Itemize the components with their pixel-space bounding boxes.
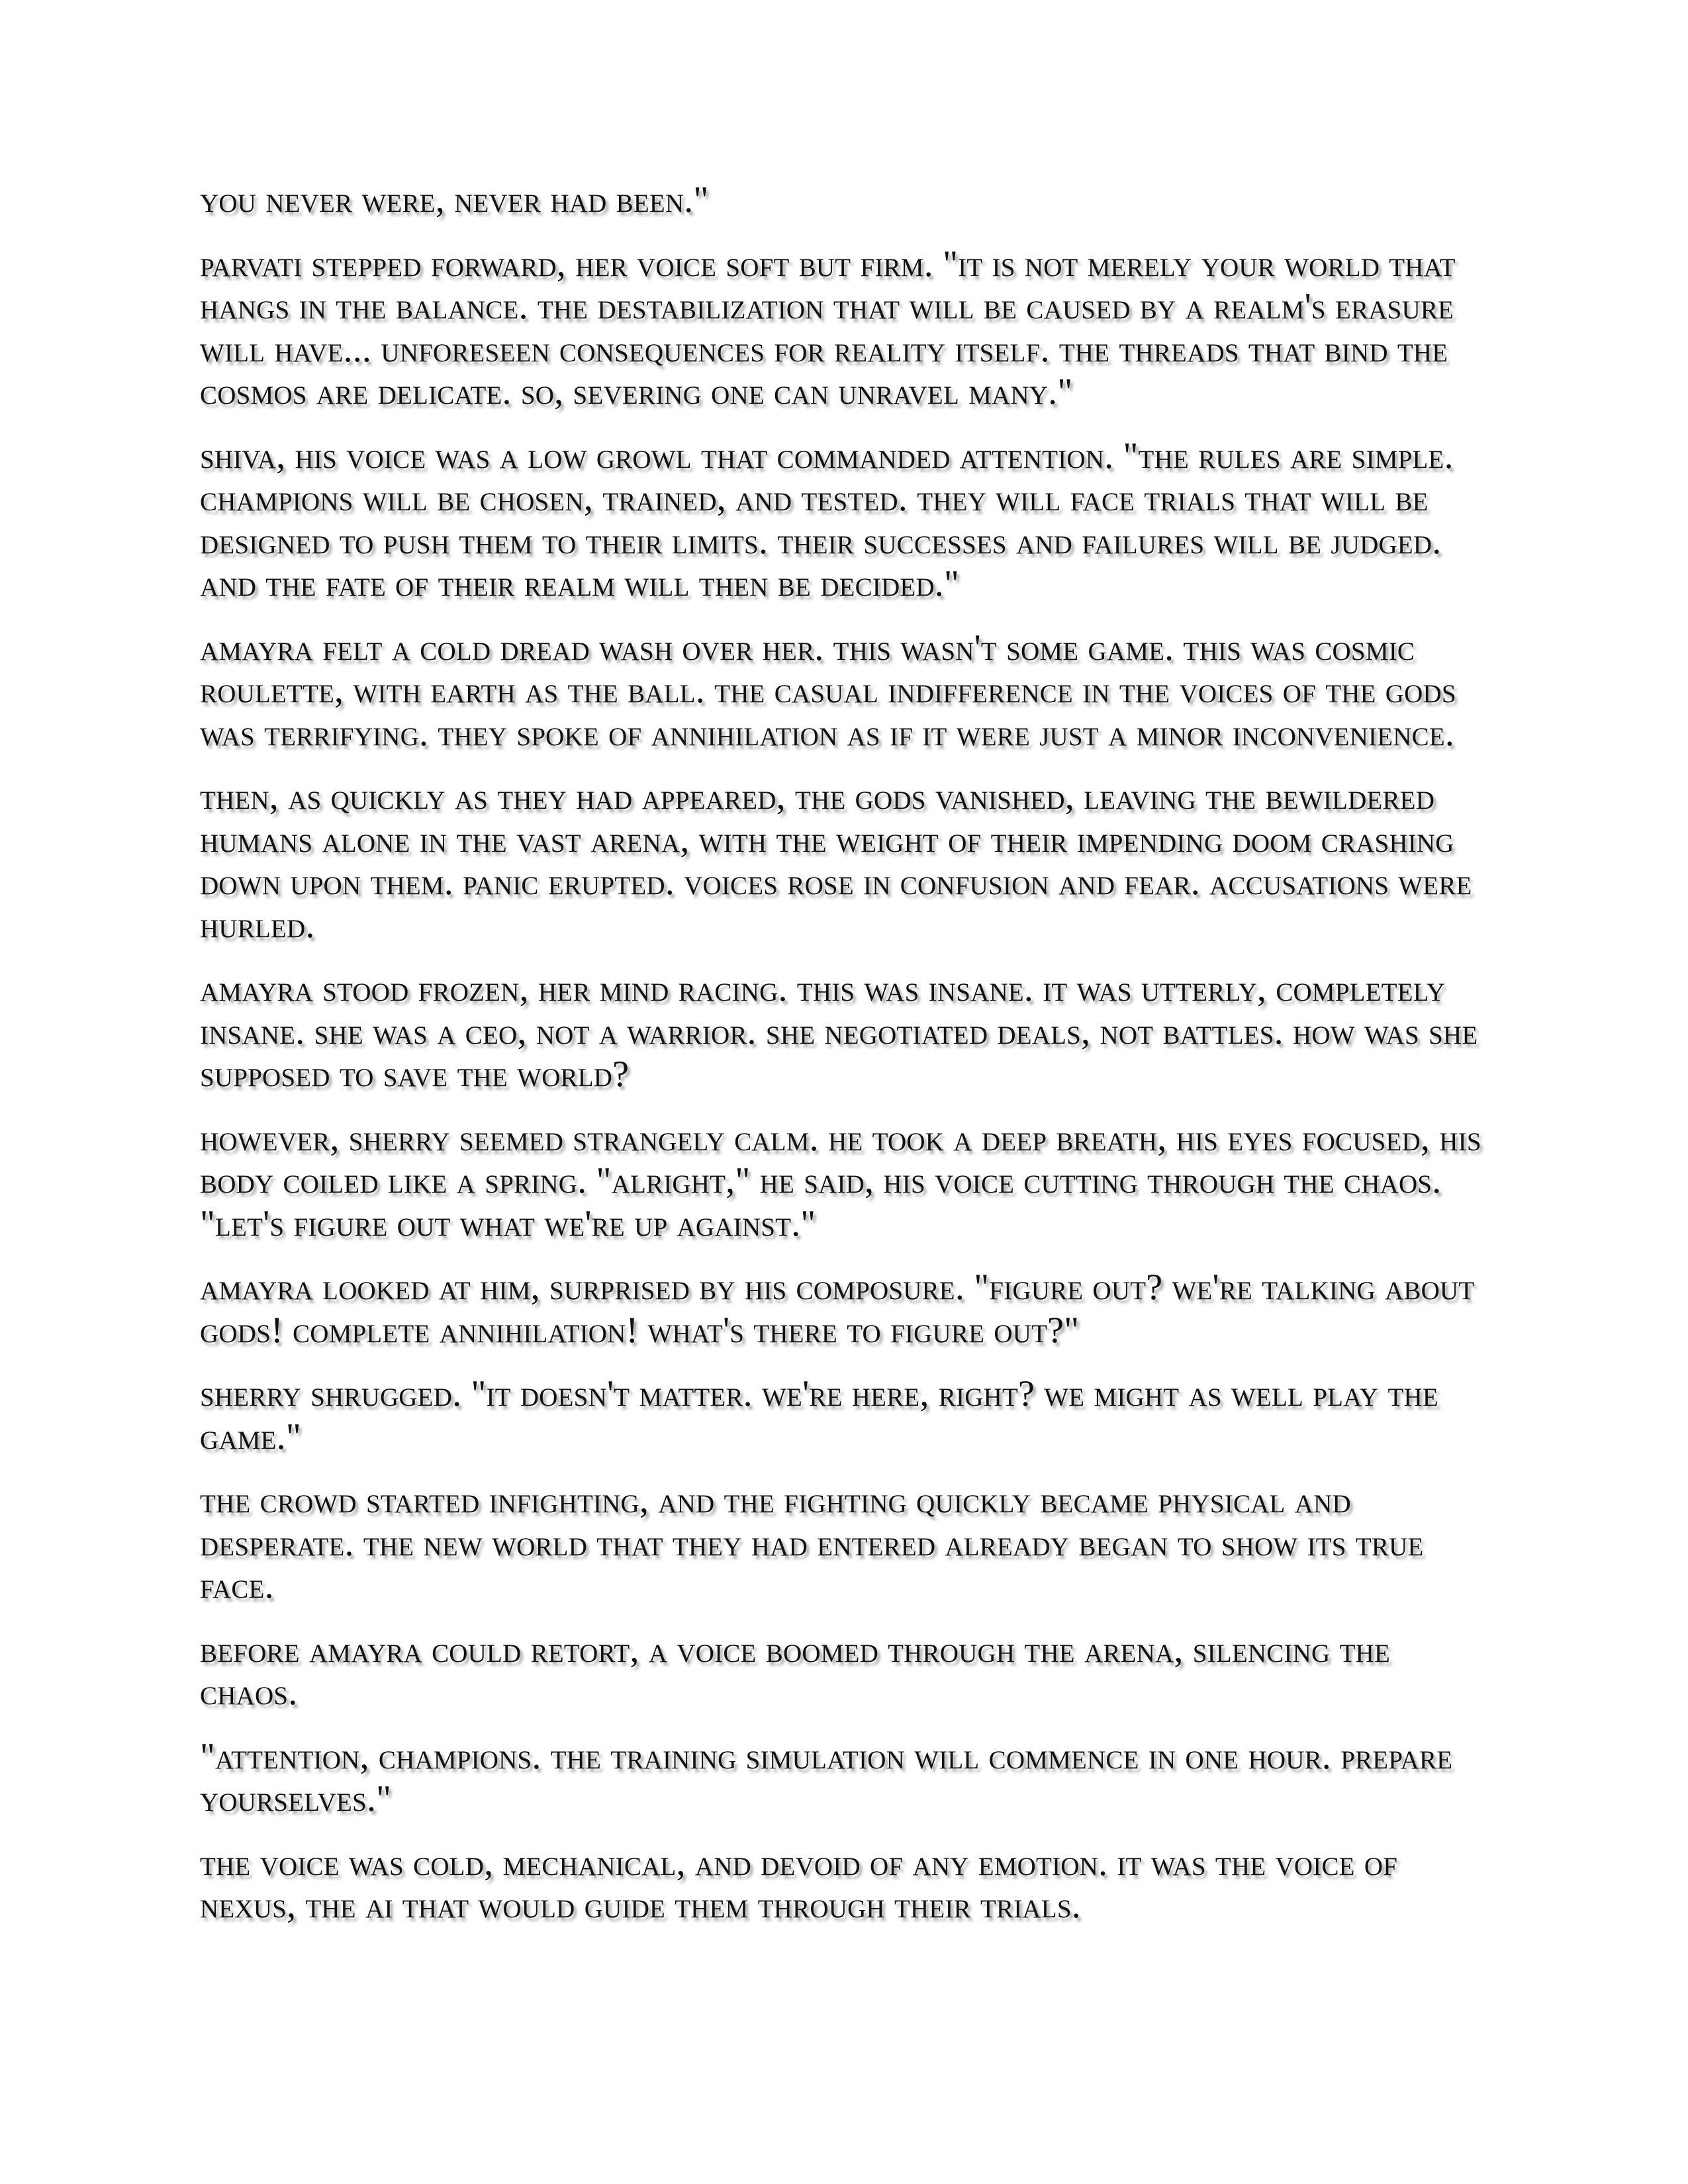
paragraph: amayra looked at him, surprised by his composure. "figure out? we're talking about gods! complete annihilation! what's there to figure out?" xyxy=(200,1267,1475,1351)
paragraph: then, as quickly as they had appeared, the gods vanished, leaving the bewildered humans alone in the vast arena, with the weight of their impending doom crashing down upon them. panic erupted. voices rose in confusion and fear. accusations were hurled. xyxy=(200,776,1472,946)
paragraph: parvati stepped forward, her voice soft but firm. "it is not merely your world that hangs in the balance. the destabilization that will be caused by a realm's erasure will have... unforeseen consequences for reality itself. the threads that bind the cosmos are delicate. so, severing one can unravel many." xyxy=(200,243,1456,412)
paragraph: amayra stood frozen, her mind racing. this was insane. it was utterly, completely insane. she was a ceo, not a warrior. she negotiated deals, not battles. how was she supposed to save the world? xyxy=(200,968,1478,1095)
paragraph: the crowd started infighting, and the fighting quickly became physical and desperate. the new world that they had entered already began to show its true face. xyxy=(200,1480,1424,1606)
paragraph: before amayra could retort, a voice boomed through the arena, silencing the chaos. xyxy=(200,1629,1390,1713)
paragraph: "attention, champions. the training simulation will commence in one hour. prepare yourselves." xyxy=(200,1735,1453,1819)
paragraph: sherry shrugged. "it doesn't matter. we're here, right? we might as well play the game." xyxy=(200,1373,1438,1457)
body-text xyxy=(200,179,1491,1948)
paragraph: the voice was cold, mechanical, and devoid of any emotion. it was the voice of nexus, the ai that would guide them through their trials. xyxy=(200,1842,1398,1926)
paragraph: shiva, his voice was a low growl that commanded attention. "the rules are simple. champions will be chosen, trained, and tested. they will face trials that will be designed to push them to their limits. their successes and failures will be judged. and the fate of their realm will then be decided." xyxy=(200,435,1454,604)
paragraph: however, sherry seemed strangely calm. he took a deep breath, his eyes focused, his body coiled like a spring. "alright," he said, his voice cutting through the chaos. "let's figure out what we're up against." xyxy=(200,1117,1481,1244)
paragraph: amayra felt a cold dread wash over her. this wasn't some game. this was cosmic roulette, with earth as the ball. the casual indifference in the voices of the gods was terrifying. they spoke of annihilation as if it were just a minor inconvenience. xyxy=(200,627,1456,754)
paragraph: you never were, never had been." xyxy=(200,179,709,220)
